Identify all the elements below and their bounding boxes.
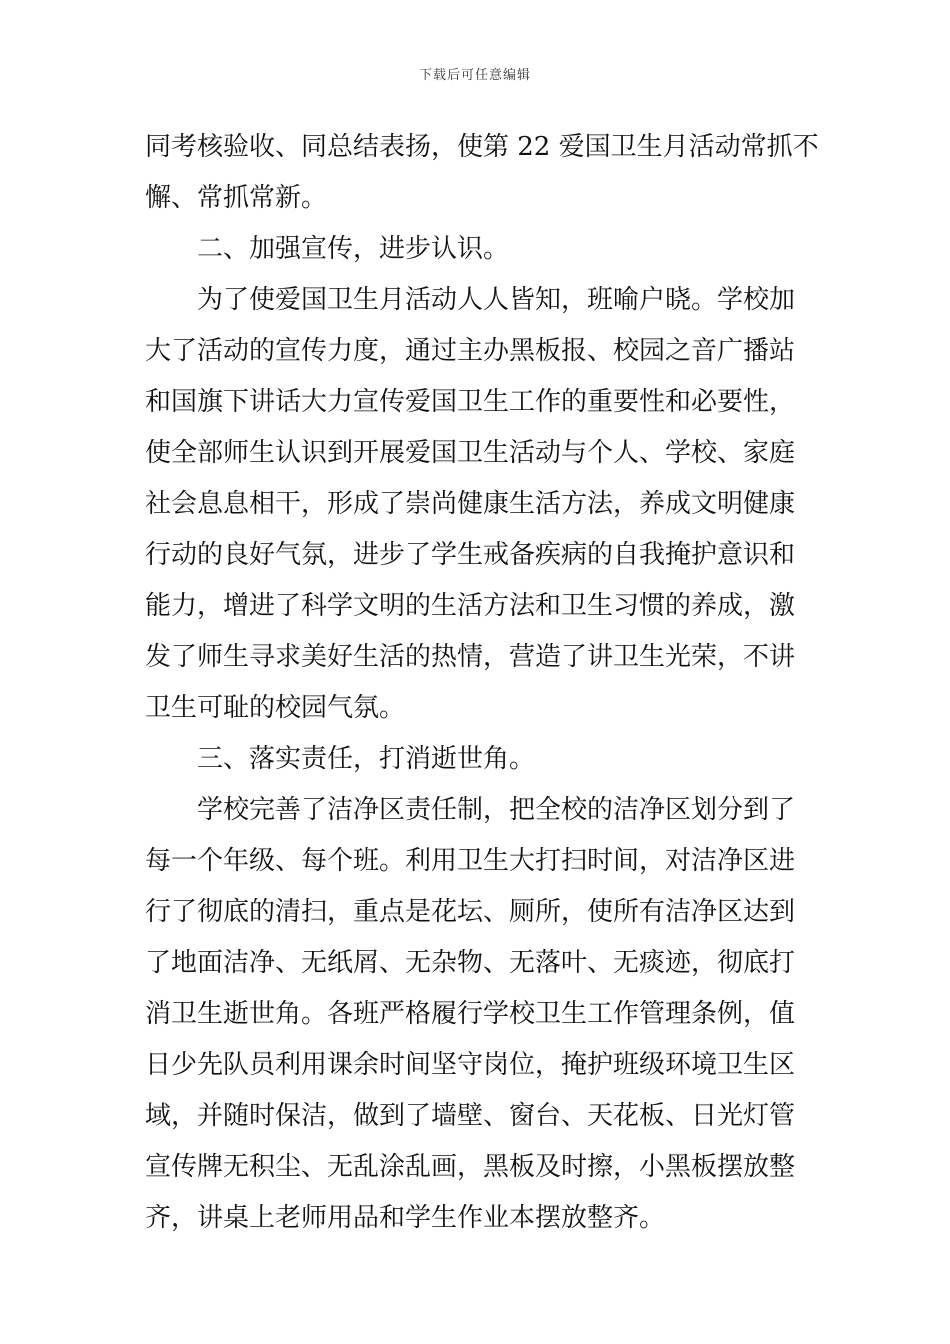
text-line: 行了彻底的清扫，重点是花坛、厕所，使所有洁净区达到 xyxy=(145,897,796,927)
text-line: 社会息息相干，形成了崇尚健康生活方法，养成文明健康 xyxy=(145,489,796,519)
text-line: 行动的良好气氛，进步了学生戒备疾病的自我掩护意识和 xyxy=(145,540,796,570)
text-line: 能力，增进了科学文明的生活方法和卫生习惯的养成，激 xyxy=(145,591,796,621)
text-line: 懈、常抓常新。 xyxy=(145,183,328,213)
text-line: 发了师生寻求美好生活的热情，营造了讲卫生光荣，不讲 xyxy=(145,642,796,672)
text-line: 宣传牌无积尘、无乱涂乱画，黑板及时擦，小黑板摆放整 xyxy=(145,1152,796,1182)
text-line: 每一个年级、每个班。利用卫生大打扫时间，对洁净区进 xyxy=(145,846,796,876)
text-line: 卫生可耻的校园气氛。 xyxy=(145,693,406,723)
text-line: 域，并随时保洁，做到了墙壁、窗台、天花板、日光灯管 xyxy=(145,1101,796,1131)
section-heading: 二、加强宣传，进步认识。 xyxy=(197,234,510,264)
text-line: 学校完善了洁净区责任制，把全校的洁净区划分到了 xyxy=(197,795,796,825)
text-line: 日少先队员利用课余时间坚守岗位，掩护班级环境卫生区 xyxy=(145,1050,796,1080)
text-line: 齐，讲桌上老师用品和学生作业本摆放整齐。 xyxy=(145,1203,666,1233)
text-line: 同考核验收、同总结表扬，使第 22 爱国卫生月活动常抓不 xyxy=(145,132,819,162)
section-heading: 三、落实责任，打消逝世角。 xyxy=(197,744,536,774)
text-line: 使全部师生认识到开展爱国卫生活动与个人、学校、家庭 xyxy=(145,438,796,468)
text-line: 大了活动的宣传力度，通过主办黑板报、校园之音广播站 xyxy=(145,336,796,366)
page-header: 下载后可任意编辑 xyxy=(418,68,531,83)
document-body xyxy=(145,122,819,1244)
text-line: 为了使爱国卫生月活动人人皆知，班喻户晓。学校加 xyxy=(197,285,796,315)
text-line: 消卫生逝世角。各班严格履行学校卫生工作管理条例，值 xyxy=(145,999,796,1029)
text-line: 和国旗下讲话大力宣传爱国卫生工作的重要性和必要性， xyxy=(145,387,796,417)
text-line: 了地面洁净、无纸屑、无杂物、无落叶、无痰迹，彻底打 xyxy=(145,948,796,978)
